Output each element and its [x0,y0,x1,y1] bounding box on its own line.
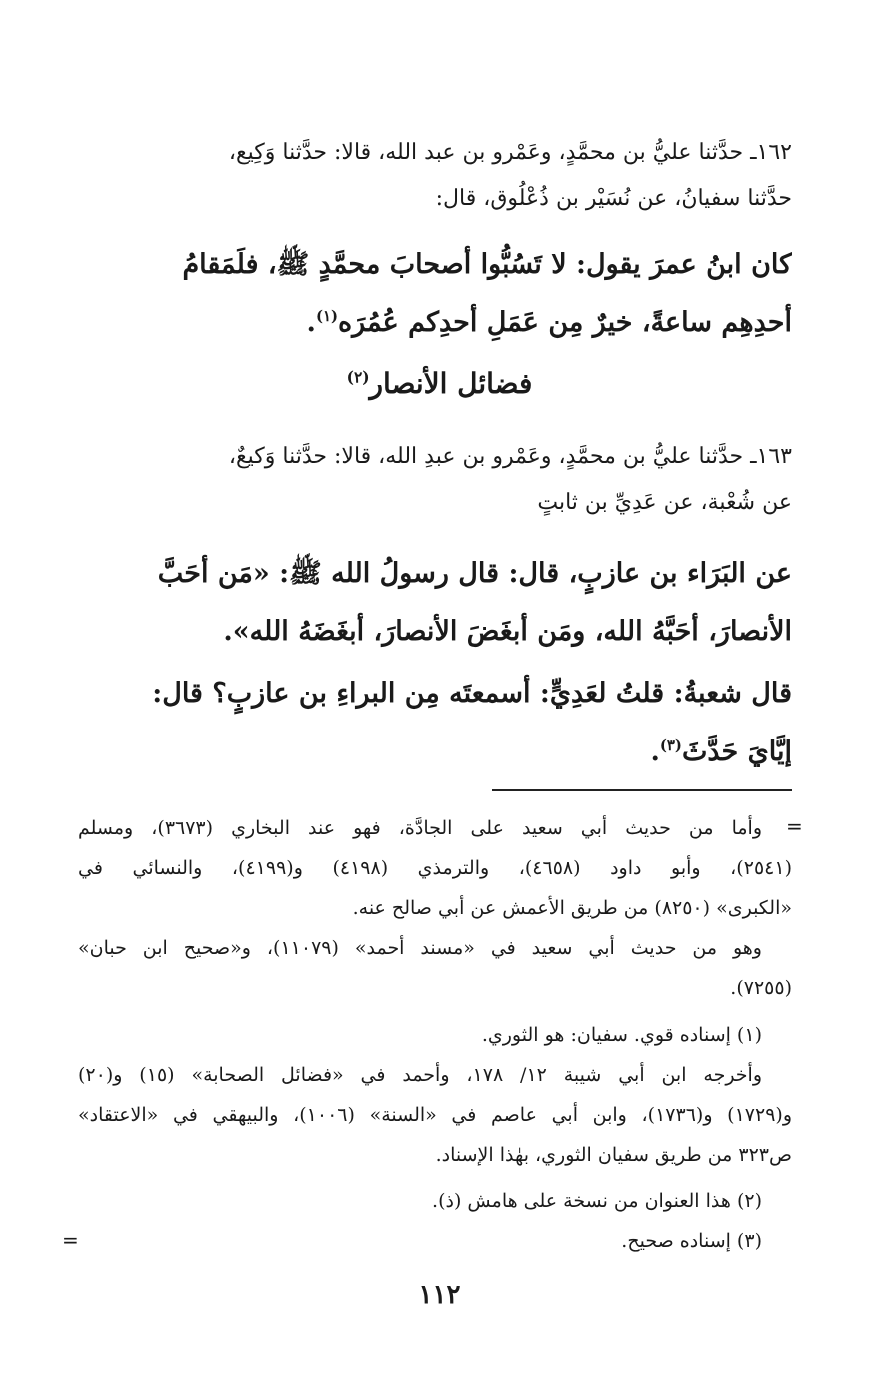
hadith-162-matn [78,236,792,352]
section-title [0,364,879,404]
footnote-line: و(١٧٢٩) و(١٧٣٦)، وابن أبي عاصم في «السنة» (١٠٠٦)، والبيهقي في «الاعتقاد» [78,1104,792,1126]
end-continuation-marker: = [62,1228,79,1252]
matn-line [78,294,792,352]
footnote-ref: (٣) [659,736,682,754]
shuba-question [78,665,792,781]
footnote-line: (٢) هذا العنوان من نسخة على هامش (ذ). [432,1190,762,1212]
footnote-ref: (٢) [346,368,370,387]
isnad-line: ١٦٣ـ حدَّثنا عليُّ بن محمَّدٍ، وعَمْرو بن عبدِ الله، قالا: حدَّثنا وَكيعٌ، [228,444,792,469]
hadith-163-isnad [78,434,792,526]
footnote-line: (٧٢٥٥). [730,977,792,999]
continuation-marker: = [786,814,803,838]
footnote-separator [492,789,792,791]
matn-text: إيَّايَ حَدَّثَ [681,736,792,767]
isnad-line: عن شُعْبة، عن عَدِيِّ بن ثابتٍ [537,490,792,515]
matn-line: كان ابنُ عمرَ يقول: لا تَسُبُّوا أصحابَ محمَّدٍ ﷺ، فلَمَقامُ [182,249,792,280]
footnote-continuation [78,808,792,1008]
footnote-2 [78,1181,792,1221]
footnote-line: (٣) إسناده صحيح. [621,1230,762,1252]
hadith-163-matn [78,545,792,661]
full-stop: . [306,307,316,338]
isnad-line: حدَّثنا سفيانُ، عن نُسَيْر بن ذُعْلُوق، قال: [435,186,792,211]
section-title-text: فضائل الأنصار [369,367,533,400]
page-number: ١١٢ [418,1280,461,1310]
matn-line: الأنصارَ، أحَبَّهُ الله، ومَن أبغَضَ الأنصارَ، أبغَضَهُ الله». [223,616,792,647]
footnote-line: (٢٥٤١)، وأبو داود (٤٦٥٨)، والترمذي (٤١٩٨) و(٤١٩٩)، والنسائي في [78,857,792,879]
full-stop: . [650,736,660,767]
footnote-line: «الكبرى» (٨٢٥٠) من طريق الأعمش عن أبي صالح عنه. [352,897,792,919]
footnote-line: وأخرجه ابن أبي شيبة ١٢/ ١٧٨، وأحمد في «فضائل الصحابة» (١٥) و(٢٠) [78,1064,762,1086]
footnote-line: (١) إسناده قوي. سفيان: هو الثوري. [481,1024,762,1046]
matn-text: أحدِهِم ساعةً، خيرٌ مِن عَمَلِ أحدِكم عُمُرَه [338,307,792,338]
isnad-line: ١٦٢ـ حدَّثنا عليُّ بن محمَّدٍ، وعَمْرو بن عبد الله، قالا: حدَّثنا وَكِيع، [228,140,792,165]
footnote-1 [78,1015,792,1175]
footnote-line: وأما من حديث أبي سعيد على الجادَّة، فهو عند البخاري (٣٦٧٣)، ومسلم [78,817,762,839]
footnote-line: وهو من حديث أبي سعيد في «مسند أحمد» (١١٠٧٩)، و«صحيح ابن حبان» [78,937,762,959]
hadith-162-isnad [78,130,792,222]
matn-line: قال شعبةُ: قلتُ لعَدِيٍّ: أسمعتَه مِن البراءِ بن عازبٍ؟ قال: [152,678,792,709]
matn-line [78,723,792,781]
footnote-3 [78,1221,792,1261]
footnote-ref: (١) [315,307,338,325]
footnote-line: ص٣٢٣ من طريق سفيان الثوري، بهٰذا الإسناد. [435,1144,792,1166]
matn-line: عن البَرَاء بن عازبٍ، قال: قال رسولُ الله ﷺ: «مَن أحَبَّ [157,558,792,589]
